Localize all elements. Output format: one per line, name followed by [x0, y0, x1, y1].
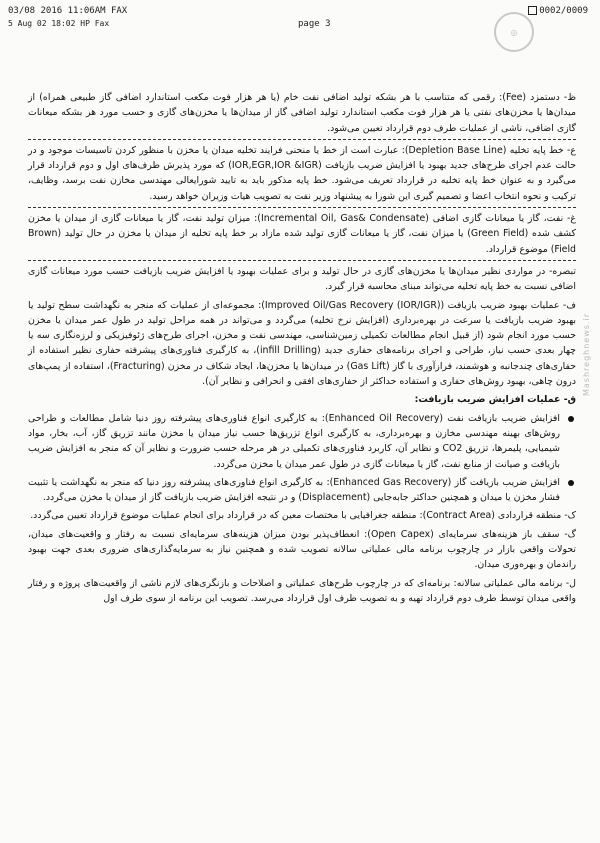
- note-paragraph: تبصره- در مواردی نظیر میدان‌ها یا مخزن‌های گازی در حال تولید و برای عملیات بهبود یا افزایش ضریب بازیافت حسب مورد میعانات گازی اضافی نسبت به خط پایه تخلیه می‌تواند مبنای محاسبه قرار گیرد.: [28, 265, 576, 293]
- bullet-text: افزایش ضریب بازیافت نفت (Enhanced Oil Recovery): به کارگیری انواع فناوری‌های پیشرفته روز دنیا شامل مطالعات و طراحی روش‌های بهینه مهندسی مخازن و بهره‌برداری، به کارگیری انواع تزریق‌ها حسب نیاز میدان یا مخزن مانند تزریق گاز، آب، بخار، مواد شیمیایی، پلیمرها، تزریق CO2 و نظایر آن، کاربرد فناوری‌های تکمیلی در هر مرحله حسب ضرورت و نظایر آن که منجر به افزایش ضریب بازیافت و صیانت از منابع نفت، گاز یا میعانات گازی در طول عمر میدان یا مخزن می‌گردد.: [28, 412, 560, 470]
- watermark-site-url: Mashreghnews.ir: [582, 313, 591, 396]
- definition-paragraph: ع- خط پایه تخلیه (Depletion Base Line): عبارت است از خط یا منحنی فرایند تخلیه میدان یا مخزن با منظور کردن تاسیسات موجود و در حالت عدم اجرای طرح‌های جدید بهبود یا افزایش ضریب بازیافت (IOR,EGR,IOR &IGR) که مورد پذیرش طرف‌های اول و دوم قرارداد قرار می‌گیرد و به عنوان خط پایه تخلیه در قرارداد تعریف می‌شود. خط پایه مذکور باید به تایید شورایعالی مهندسی مخازن نفت برسد، وظایف، ترکیب و نحوه انتخاب اعضا و تصمیم گیری این شورا به پیشنهاد وزیر نفت به تصویب هیات وزیران خواهد رسید.: [28, 144, 577, 202]
- page-counter-text: 0002/0009: [539, 6, 588, 16]
- definition-paragraph: ل- برنامه مالی عملیاتی سالانه: برنامه‌ای که در چارچوب طرح‌های عملیاتی و اصلاحات و بازنگری‌های لازم ناشی از واقعیت‌های پروژه و رفتار واقعی میدان توسط طرف دوم قرارداد تهیه و به تصویب طرف اول قرارداد می‌رسد. تصویب این برنامه از سوی طرف اول: [28, 577, 576, 604]
- fax-sender-line: 5 Aug 02 18:02 HP Fax: [8, 19, 110, 28]
- definition-paragraph: غ- نفت، گاز یا میعانات گازی اضافی (Incremental Oil, Gas& Condensate): میزان تولید نفت، گاز یا میعانات گازی از میدان یا مخزن کشف شده (Green Field) یا میزان نفت، گاز یا میعانات گازی تولید شده مازاد بر خط پایه تخلیه از میدان یا مخزن در حال تولید (Brown Field) موضوع قرارداد.: [28, 213, 576, 255]
- logo-icon: ◎: [494, 12, 534, 52]
- definition-paragraph: ک- منطقه قراردادی (Contract Area): منطقه جغرافیایی با مختصات معین که در قرارداد برای انجام عملیات موضوع قرارداد تعیین می‌گردد.: [30, 510, 576, 522]
- bullet-text: افزایش ضریب بازیافت گاز (Enhanced Gas Recovery): به کارگیری انواع فناوری‌های پیشرفته روز دنیا که منجر به نگهداشت یا تثبیت فشار مخزن یا میدان و همچنین حداکثر جابه‌جایی (Displacement) و در نتیجه افزایش ضریب بازیافت گاز از میدان یا مخزن می‌گردد.: [28, 476, 560, 504]
- fax-timestamp-line: 03/08 2016 11:06AM FAX: [8, 6, 128, 16]
- bullet-item: [28, 411, 576, 472]
- definition-paragraph: ظ- دستمزد (Fee): رقمی که متناسب با هر بشکه تولید اضافی نفت خام (یا هر هزار فوت مکعب استاندارد اضافی گاز طبیعی همراه) از میدان‌ها یا مخزن‌های نفتی یا هر هزار فوت مکعب استاندارد تولید اضافی گاز از میدان‌ها یا مخزن‌های گازی و حسب مورد هر بشکه میعانات گازی اضافی، ناشی از عملیات طرف دوم قرارداد تعیین می‌شود.: [28, 92, 576, 134]
- bullet-item: [28, 475, 576, 506]
- page-label: page 3: [298, 19, 331, 29]
- bullet-icon: [568, 416, 574, 422]
- divider: [28, 207, 576, 208]
- divider: [28, 139, 576, 140]
- section-heading: ق- عملیات افزایش ضریب بازیافت:: [414, 394, 576, 406]
- bullet-icon: [568, 480, 574, 486]
- divider: [28, 260, 576, 261]
- definition-paragraph: گ- سقف باز هزینه‌های سرمایه‌ای (Open Capex): انعطاف‌پذیر بودن میزان هزینه‌های سرمایه‌ای نسبت به رفتار و واقعیت‌های میدان، تحولات واقعی بازار در چارچوب برنامه مالی عملیاتی سالانه تصویب شده و همچنین نیاز به سرمایه‌گذاری‌های ضروری بعدی جهت بهبود راندمان و بهره‌وری میدان.: [28, 528, 576, 571]
- document-body: [28, 90, 576, 609]
- definition-paragraph: ف- عملیات بهبود ضریب بازیافت (Improved Oil/Gas Recovery (IOR/IGR)): مجموعه‌ای از عملیات که منجر به نگهداشت سطح تولید یا بهبود ضریب بازیافت یا سرعت در بهره‌برداری (افزایش نرخ تخلیه) می‌گردد و می‌تواند در همه مراحل تولید در طول عمر میدان یا مخزن حسب مورد انجام شود (از قبیل انجام مطالعات تکمیلی زمین‌شناسی، مهندسی نفت و مخزن، اجرای طرح‌های ژئوفیزیکی و لرزه‌نگاری سه یا چهار بعدی حسب نیاز، طراحی و اجرای برنامه‌های حفاری جدید (infill Drilling)، به کارگیری فناوری‌های پیشرفته حفاری نظیر استفاده از حفاری‌های چندجانبه و هوشمند، فرازآوری با گاز (Gas Lift) در میدان‌ها یا مخزن‌ها، ایجاد شکاف در مخزن (Fracturing)، استفاده از پمپ‌های درون چاهی، بهبود روش‌های حفاری و استفاده حداکثر از حفاری‌های افقی و انحرافی و نظایر آن).: [28, 299, 576, 388]
- watermark-logo: [490, 12, 538, 52]
